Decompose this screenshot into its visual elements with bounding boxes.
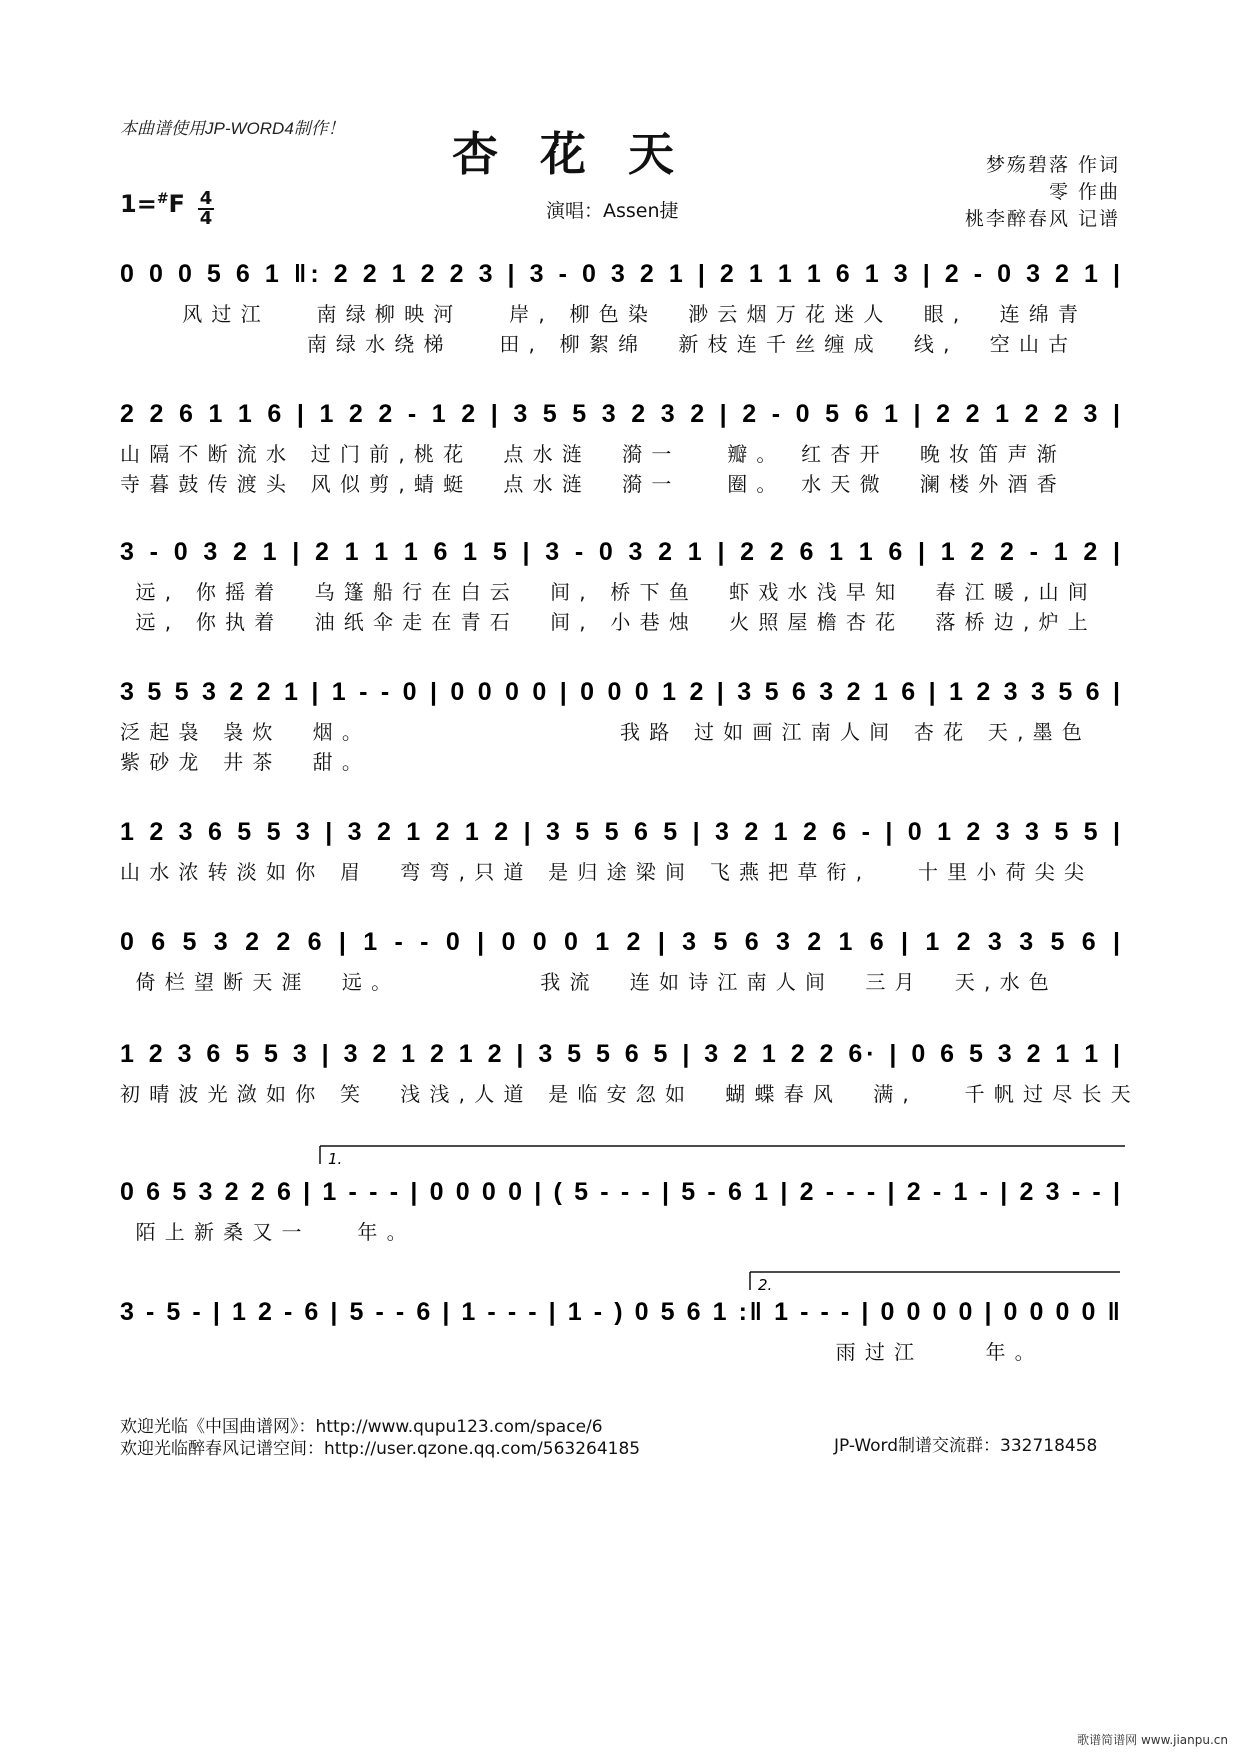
volta-2-label: 2.: [758, 1276, 773, 1294]
footer-group: JP-Word制谱交流群：332718458: [834, 1436, 1098, 1456]
notation-line-4: [120, 672, 1125, 712]
system-1: [120, 254, 1125, 356]
lyricist-credit: 梦殇碧落 作词: [985, 154, 1120, 176]
notation-line-5: [120, 812, 1125, 852]
sharp-sign: #: [156, 191, 169, 207]
lyrics-2b: 寺暮鼓传渡头 风似剪,蜻蜓 点水涟 漪一 圈。 水天微 澜楼外酒香: [120, 472, 1066, 496]
notes-text-9: 3 - 5 - | 1 2 - 6 | 5 - - 6 | 1 - - - | 1 - ) 0 5 6 1 :‖ 1 - - - | 0 0 0 0 | 0 0 0 0 ‖: [120, 1298, 1120, 1326]
transcriber-credit: 桃李醉春风 记谱: [964, 208, 1120, 230]
notes-text-4: 3 5 5 3 2 2 1 | 1 - - 0 | 0 0 0 0 | 0 0 0 1 2 | 3 5 6 3 2 1 6 | 1 2 3 3 5 6 |: [120, 678, 1121, 706]
notation-line-6: [120, 922, 1125, 962]
lyrics-2a: 山隔不断流水 过门前,桃花 点水涟 漪一 瓣。 红杏开 晚妆笛声渐: [120, 442, 1066, 466]
meter-bottom: 4: [199, 208, 213, 229]
song-title: 杏花天: [452, 127, 716, 181]
notation-line-7: [120, 1034, 1125, 1074]
composer-credit: 零 作曲: [1048, 181, 1120, 203]
system-8: [120, 1144, 1125, 1244]
notes-text-5: 1 2 3 6 5 5 3 | 3 2 1 2 1 2 | 3 5 5 6 5 | 3 2 1 2 6 - | 0 1 2 3 3 5 5 |: [120, 818, 1120, 846]
lyrics-3a: 远, 你摇着 乌篷船行在白云 间, 桥下鱼 虾戏水浅早知 春江暖,山间: [120, 580, 1098, 604]
meter-top: 4: [199, 188, 213, 209]
lyrics-8a: 陌上新桑又一 年。: [120, 1220, 416, 1244]
lyrics-4a: 泛起袅 袅炊 烟。 我路 过如画江南人间 杏花 天,墨色: [120, 720, 1092, 744]
lyrics-3b: 远, 你执着 油纸伞走在青石 间, 小巷烛 火照屋檐杏花 落桥边,炉上: [120, 610, 1098, 634]
lyrics-1b: 南绿水绕梯 田, 柳絮绵 新枝连千丝缠成 线, 空山古: [120, 332, 1078, 356]
notation-line-1: [120, 254, 1125, 294]
singer-credit: 演唱：Assen捷: [546, 200, 679, 222]
system-7: [120, 1034, 1140, 1106]
system-9: [120, 1270, 1125, 1364]
footer-site-2[interactable]: 欢迎光临醉春风记谱空间：http://user.qzone.qq.com/563264185: [120, 1439, 641, 1459]
notes-text-2: 2 2 6 1 1 6 | 1 2 2 - 1 2 | 3 5 5 3 2 3 2 | 2 - 0 5 6 1 | 2 2 1 2 2 3 |: [120, 400, 1121, 428]
key-letter: F: [168, 190, 185, 218]
made-with-note: 本曲谱使用JP-WORD4制作！: [120, 119, 345, 138]
notes-text-7: 1 2 3 6 5 5 3 | 3 2 1 2 1 2 | 3 5 5 6 5 | 3 2 1 2 2 6· | 0 6 5 3 2 1 1 |: [120, 1040, 1121, 1068]
time-signature: [198, 190, 214, 228]
lyrics-1a: 风过江 南绿柳映河 岸, 柳色染 渺云烟万花迷人 眼, 连绵青: [120, 302, 1088, 326]
notation-line-3: [120, 532, 1125, 572]
notation-line-8: [120, 1144, 1125, 1214]
lyrics-7a: 初晴波光潋如你 笑 浅浅,人道 是临安忽如 蝴蝶春风 满, 千帆过尽长天: [120, 1082, 1140, 1106]
lyrics-6a: 倚栏望断天涯 远。 我流 连如诗江南人间 三月 天,水色: [120, 970, 1058, 994]
notes-text-1: 0 0 0 5 6 1 ‖: 2 2 1 2 2 3 | 3 - 0 3 2 1 | 2 1 1 1 6 1 3 | 2 - 0 3 2 1 |: [120, 260, 1120, 288]
system-4: [120, 672, 1125, 774]
system-3: [120, 532, 1125, 634]
notation-line-2: [120, 394, 1125, 434]
lyrics-4b: 紫砂龙 井茶 甜。: [120, 750, 372, 774]
lyrics-5a: 山水浓转淡如你 眉 弯弯,只道 是归途梁间 飞燕把草衔, 十里小荷尖尖: [120, 860, 1094, 884]
notes-text-8: 0 6 5 3 2 2 6 | 1 - - - | 0 0 0 0 | ( 5 - - - | 5 - 6 1 | 2 - - - | 2 - 1 - | 2 3 - - |: [120, 1178, 1120, 1206]
footer-site-1[interactable]: 欢迎光临《中国曲谱网》：http://www.qupu123.com/space/6: [120, 1417, 603, 1437]
footer-links: [120, 1416, 640, 1460]
key-prefix: 1=: [120, 190, 157, 218]
system-2: [120, 394, 1125, 496]
credits-block: [965, 152, 1120, 233]
watermark: 歌谱简谱网 www.jianpu.cn: [1077, 1733, 1228, 1747]
system-6: [120, 922, 1125, 994]
key-signature: [120, 190, 185, 218]
system-5: [120, 812, 1125, 884]
notes-text-3: 3 - 0 3 2 1 | 2 1 1 1 6 1 5 | 3 - 0 3 2 1 | 2 2 6 1 1 6 | 1 2 2 - 1 2 |: [120, 538, 1121, 566]
notation-line-9: [120, 1270, 1125, 1340]
notes-text-6: 0 6 5 3 2 2 6 | 1 - - 0 | 0 0 0 1 2 | 3 5 6 3 2 1 6 | 1 2 3 3 5 6 |: [120, 928, 1121, 956]
volta-1-label: 1.: [328, 1150, 343, 1168]
lyrics-9a: 雨过江 年。: [120, 1340, 1044, 1364]
